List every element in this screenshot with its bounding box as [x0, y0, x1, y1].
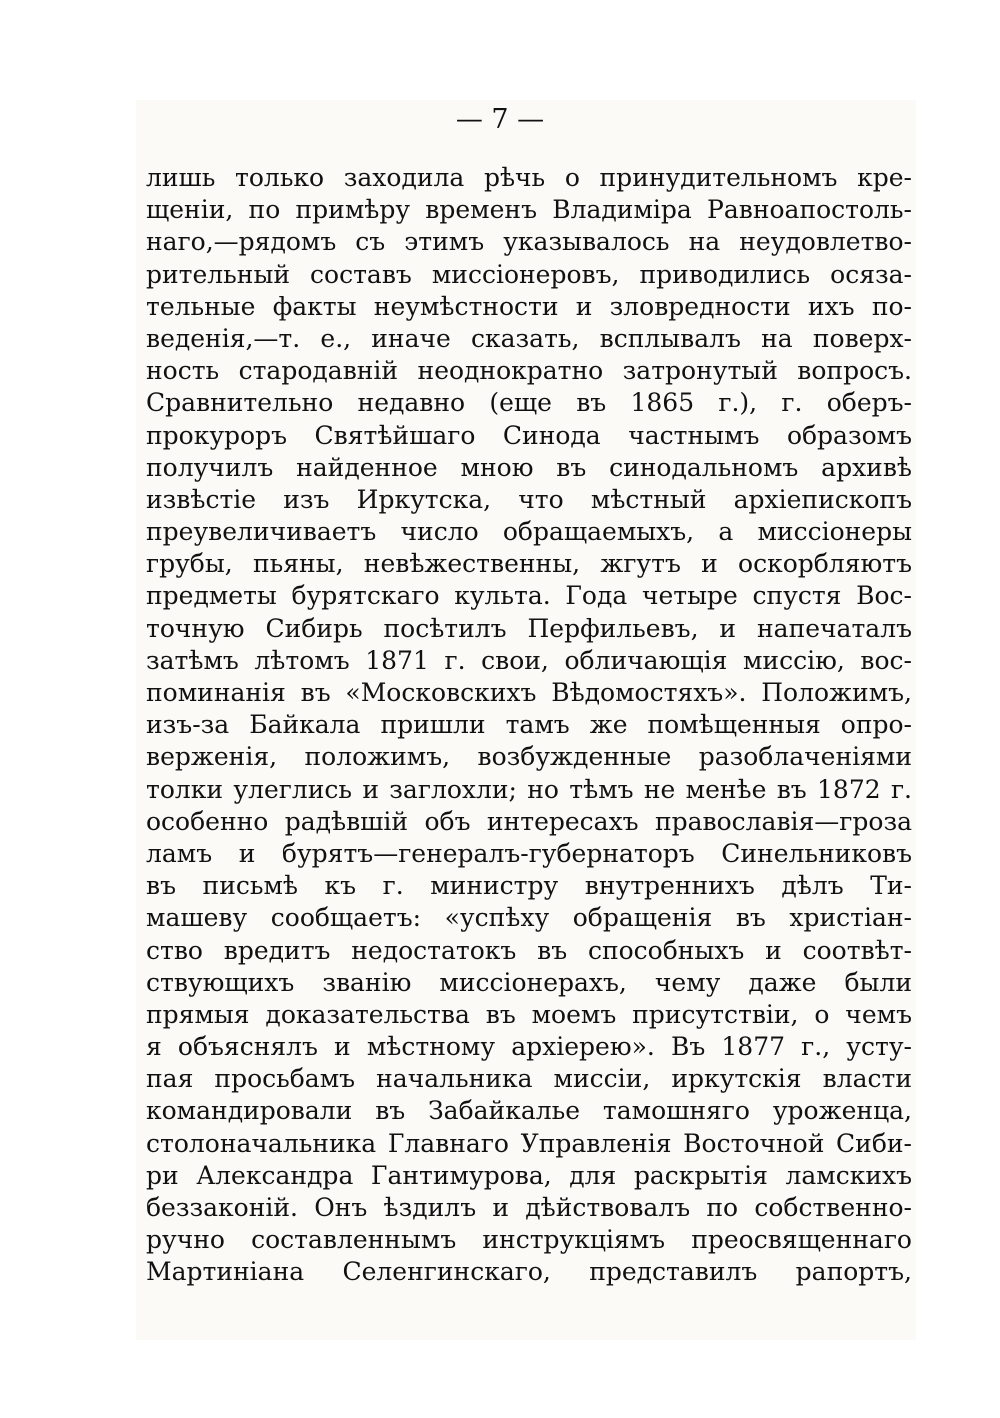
text-line: преувеличиваетъ число обращаемыхъ, а миссіонеры	[146, 517, 912, 547]
text-line: пая просьбамъ начальника миссіи, иркутскія власти	[146, 1064, 912, 1094]
text-line: Мартиніана Селенгинскаго, представилъ рапортъ,	[146, 1257, 912, 1287]
text-line: ручно составленнымъ инструкціямъ преосвященнаго	[146, 1225, 912, 1255]
text-line: особенно радѣвшій объ интересахъ православія—гроза	[146, 806, 912, 836]
text-line: въ письмѣ къ г. министру внутреннихъ дѣлъ Ти-	[146, 871, 912, 901]
text-line: поминанія въ «Московскихъ Вѣдомостяхъ». Положимъ,	[146, 678, 912, 707]
text-line: затѣмъ лѣтомъ 1871 г. свои, обличающія миссію, вос-	[146, 645, 912, 675]
text-line: грубы, пьяны, невѣжественны, жгутъ и оскорбляютъ	[146, 549, 912, 579]
text-line: командировали въ Забайкалье тамошняго уроженца,	[146, 1096, 912, 1126]
text-line: ри Александра Гантимурова, для раскрытія ламскихъ	[146, 1160, 912, 1190]
text-line: прямыя доказательства въ моемъ присутствіи, о чемъ	[146, 999, 912, 1029]
body-text	[146, 162, 912, 1289]
text-line: ство вредитъ недостатокъ въ способныхъ и соотвѣт-	[146, 935, 912, 965]
text-line: машеву сообщаетъ: «успѣху обращенія въ христіан-	[146, 903, 912, 933]
text-line: ность стародавній неоднократно затронутый вопросъ.	[146, 356, 912, 386]
page-number: — 7 —	[455, 104, 545, 135]
text-line: наго,—рядомъ съ этимъ указывалось на неудовлетво-	[146, 227, 912, 257]
text-line: точную Сибирь посѣтилъ Перфильевъ, и напечаталъ	[146, 613, 912, 643]
text-line: столоначальника Главнаго Управленія Восточной Сиби-	[146, 1128, 912, 1158]
text-line: лишь только заходила рѣчь о принудительномъ кре-	[146, 163, 912, 192]
text-line: извѣстіе изъ Иркутска, что мѣстный архіепископъ	[146, 484, 912, 514]
text-line: ствующихъ званію миссіонерахъ, чему даже были	[146, 967, 912, 997]
text-line: предметы бурятскаго культа. Года четыре спустя Вос-	[146, 581, 912, 611]
text-line: рительный составъ миссіонеровъ, приводились осяза-	[146, 259, 912, 289]
text-line: верженія, положимъ, возбужденные разоблаченіями	[146, 742, 912, 772]
text-line: тельные факты неумѣстности и зловредности ихъ по-	[146, 291, 912, 321]
text-line: я объяснялъ и мѣстному архіерею». Въ 1877 г., усту-	[146, 1032, 912, 1062]
text-line: толки улеглись и заглохли; но тѣмъ не менѣе въ 1872 г.	[146, 774, 912, 804]
text-line: Сравнительно недавно (еще въ 1865 г.), г. оберъ-	[146, 388, 912, 418]
text-line: получилъ найденное мною въ синодальномъ архивѣ	[146, 452, 912, 482]
text-line: щеніи, по примѣру временъ Владиміра Равноапостоль-	[146, 195, 912, 225]
text-line: изъ-за Байкала пришли тамъ же помѣщенныя опро-	[146, 710, 912, 740]
text-line: ламъ и бурятъ—генералъ-губернаторъ Синельниковъ	[146, 838, 912, 868]
text-line: веденія,—т. е., иначе сказать, всплывалъ на поверх-	[146, 323, 912, 353]
text-line: прокуроръ Святѣйшаго Синода частнымъ образомъ	[146, 420, 912, 450]
text-line: беззаконій. Онъ ѣздилъ и дѣйствовалъ по собственно-	[146, 1193, 912, 1222]
